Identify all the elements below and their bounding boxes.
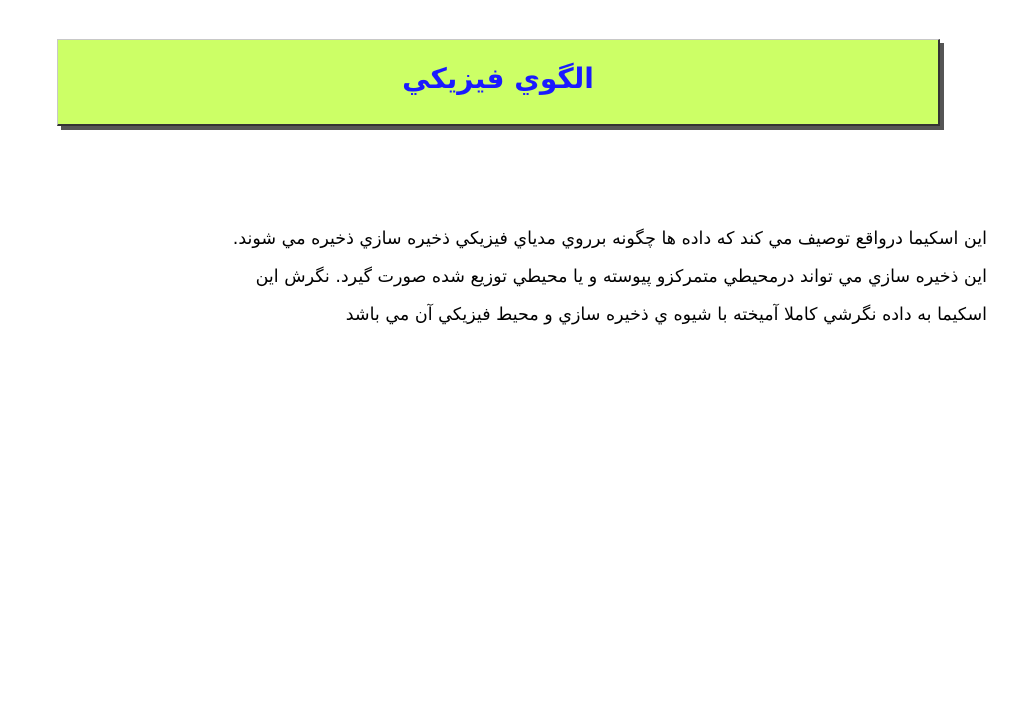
paragraph-line-3: اسكيما به داده نگرشي كاملا آميخته با شيوه ي ذخيره سازي و محيط فيزيكي آن مي باشد — [345, 305, 987, 325]
body-paragraph — [40, 220, 987, 334]
slide-title: الگوي فيزيكي — [402, 61, 594, 95]
title-box — [57, 39, 940, 126]
paragraph-line-2: اين ذخيره سازي مي تواند درمحيطي متمركزو پيوسته و يا محيطي توزيع شده صورت گيرد. نگرش اين — [255, 267, 987, 287]
paragraph-line-1: اين اسكيما درواقع توصيف مي كند كه داده ها چگونه برروي مدياي فيزيكي ذخيره سازي ذخيره مي شوند. — [232, 229, 987, 249]
